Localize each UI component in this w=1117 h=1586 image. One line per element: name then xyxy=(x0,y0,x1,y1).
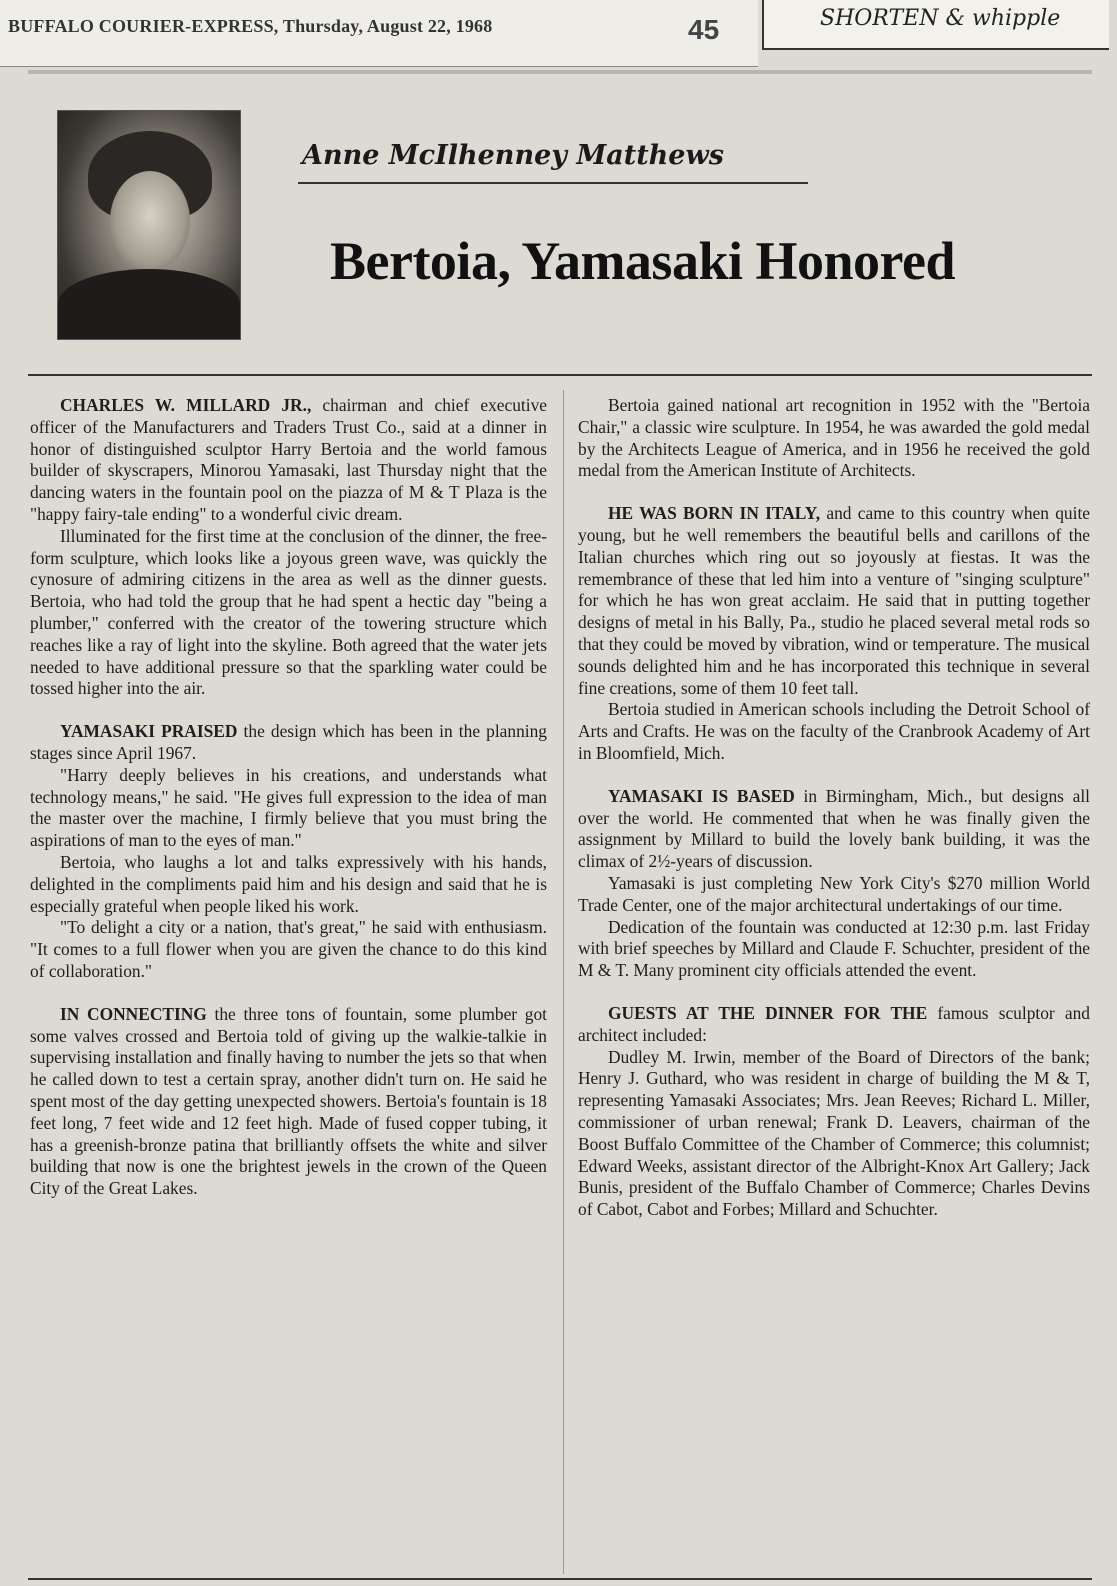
masthead xyxy=(0,0,758,67)
paragraph xyxy=(30,395,547,526)
paragraph-text: Bertoia studied in American schools including the Detroit School of Arts and Crafts. He was on the faculty of the Cranbrook Academy of Art in Bloomfield, Mich. xyxy=(578,699,1090,763)
paragraph-text: the design which has been in the planning stages since April 1967. xyxy=(30,721,547,763)
author-photo xyxy=(57,110,241,340)
paragraph-text: "To delight a city or a nation, that's great," he said with enthusiasm. "It comes to a full flower when you are given the chance to do this kind of collaboration." xyxy=(30,917,547,981)
paragraph-lead: CHARLES W. MILLARD JR., xyxy=(60,395,312,415)
right-column xyxy=(578,395,1090,1221)
paragraph-text: Bertoia, who laughs a lot and talks expressively with his hands, delighted in the compliments paid him and his design and said that he is especially grateful when people liked his work. xyxy=(30,851,547,916)
paragraph-lead: YAMASAKI PRAISED xyxy=(60,721,238,742)
paragraph-text: "Harry deeply believes in his creations, and understands what technology means," he said. "He gives full expression to the idea of man the master over the machine, I firmly believe that you must bring the aspirations of man to the eyes of man." xyxy=(30,764,547,851)
masthead-paper-date: BUFFALO COURIER-EXPRESS, Thursday, August 22, 1968 xyxy=(8,16,493,36)
photo-face xyxy=(110,171,190,271)
paragraph xyxy=(30,852,547,917)
paragraph xyxy=(578,786,1090,873)
clip-label-text: SHORTEN & whipple xyxy=(820,6,1061,31)
paragraph-text: and came to this country when quite young, but he well remembers the beautiful bells and carillons of the Italian churches which ring out so joyously at fiestas. It was the remembrance of these that led him into a venture of "singing sculpture" for which he has won great acclaim. He said that in putting together designs of metal in his Bally, Pa., studio he placed several metal rods so that they could be moved by vibration, wind or temperature. The musical sounds delighted him and he has incorporated this technique in several fine creations, some of them 10 feet tall. xyxy=(578,503,1090,698)
paragraph xyxy=(30,526,547,700)
paragraph xyxy=(578,1047,1090,1221)
paragraph xyxy=(578,917,1090,982)
paragraph-lead: YAMASAKI IS BASED xyxy=(608,785,795,806)
left-column xyxy=(30,395,547,1200)
paragraph xyxy=(30,917,547,982)
paragraph-text: famous sculptor and architect included: xyxy=(578,1002,1090,1045)
paragraph-lead: GUESTS AT THE DINNER FOR THE xyxy=(608,1002,928,1023)
paragraph-lead: HE WAS BORN IN ITALY, xyxy=(608,503,821,524)
paragraph-text: Dedication of the fountain was conducted at 12:30 p.m. last Friday with brief speeches by Millard and Claude F. Schuchter, president of the M & T. Many prominent city officials attended the event. xyxy=(578,916,1090,981)
paragraph-text: in Birmingham, Mich., but designs all over the world. He commented that when he was finally given the assignment by Millard to build the lovely bank building, it was the climax of 2½-years of discussion. xyxy=(578,785,1090,872)
paragraph-text: Illuminated for the first time at the conclusion of the dinner, the free-form sculpture, which looks like a joyous green wave, was quickly the cynosure of admiring citizens in the area as well as the dinner guests. Bertoia, who had told the group that he had spent a hectic day "being a plumber," conferred with the creator of the towering structure which reaches like a ray of light into the skyline. Both agreed that the water jets needed to have additional pressure so that the sparkling water could be tossed higher into the air. xyxy=(30,525,547,699)
page-number: 45 xyxy=(688,14,720,45)
photo-shoulders xyxy=(58,269,240,339)
paragraph-text: Bertoia gained national art recognition in 1952 with the "Bertoia Chair," a classic wire sculpture. In 1954, he was awarded the gold medal by the Architects League of America, and in 1956 he received the gold medal from the American Institute of Architects. xyxy=(578,395,1090,481)
paragraph xyxy=(30,721,547,765)
column-divider xyxy=(563,390,564,1574)
paragraph-lead: IN CONNECTING xyxy=(60,1003,207,1024)
paragraph xyxy=(30,1004,547,1200)
paragraph xyxy=(578,699,1090,764)
paragraph xyxy=(578,873,1090,917)
clip-label xyxy=(762,0,1109,50)
paragraph-text: the three tons of fountain, some plumber got some valves crossed and Bertoia told of giving up the walkie-talkie in supervising installation and finally having to number the jets so that when he called down to test a certain spray, another didn't turn on. He said he spent most of the day getting unexpected showers. Bertoia's fountain is 18 feet long, 7 feet wide and 12 feet high. Made of fused copper tubing, it has a greenish-bronze patina that brilliantly offsets the white and silver building that now is one the brightest jewels in the crown of the Queen City of the Great Lakes. xyxy=(30,1003,547,1199)
paragraph-text: Dudley M. Irwin, member of the Board of Directors of the bank; Henry J. Guthard, who was resident in charge of building the M & T, representing Yamasaki Associates; Mrs. Jean Reeves; Richard L. Miller, commissioner of urban renewal; Frank D. Leavers, chairman of the Boost Buffalo Committee of the Chamber of Commerce; this columnist; Edward Weeks, assistant director of the Albright-Knox Art Gallery; Jack Bunis, president of the Buffalo Chamber of Commerce; Charles Devins of Cabot, Cabot and Forbes; Millard and Schuchter. xyxy=(578,1046,1090,1220)
paragraph xyxy=(30,765,547,852)
header-rule xyxy=(28,374,1092,376)
paragraph xyxy=(578,395,1090,482)
byline-rule xyxy=(298,182,808,184)
top-rule xyxy=(28,70,1092,74)
bottom-rule xyxy=(28,1578,1092,1580)
paragraph xyxy=(578,1003,1090,1047)
byline: Anne McIlhenney Matthews xyxy=(302,140,724,171)
paragraph xyxy=(578,503,1090,699)
paragraph-text: chairman and chief executive officer of the Manufacturers and Traders Trust Co., said at a dinner in honor of distinguished sculptor Harry Bertoia and the world famous builder of skyscrapers, Minorou Yamasaki, last Thursday night that the dancing waters in the fountain pool on the piazza of M & T Plaza is the "happy fairy-tale ending" to a wonderful civic dream. xyxy=(30,395,547,524)
paragraph-text: Yamasaki is just completing New York City's $270 million World Trade Center, one of the major architectural undertakings of our time. xyxy=(578,872,1090,915)
headline: Bertoia, Yamasaki Honored xyxy=(330,231,956,291)
